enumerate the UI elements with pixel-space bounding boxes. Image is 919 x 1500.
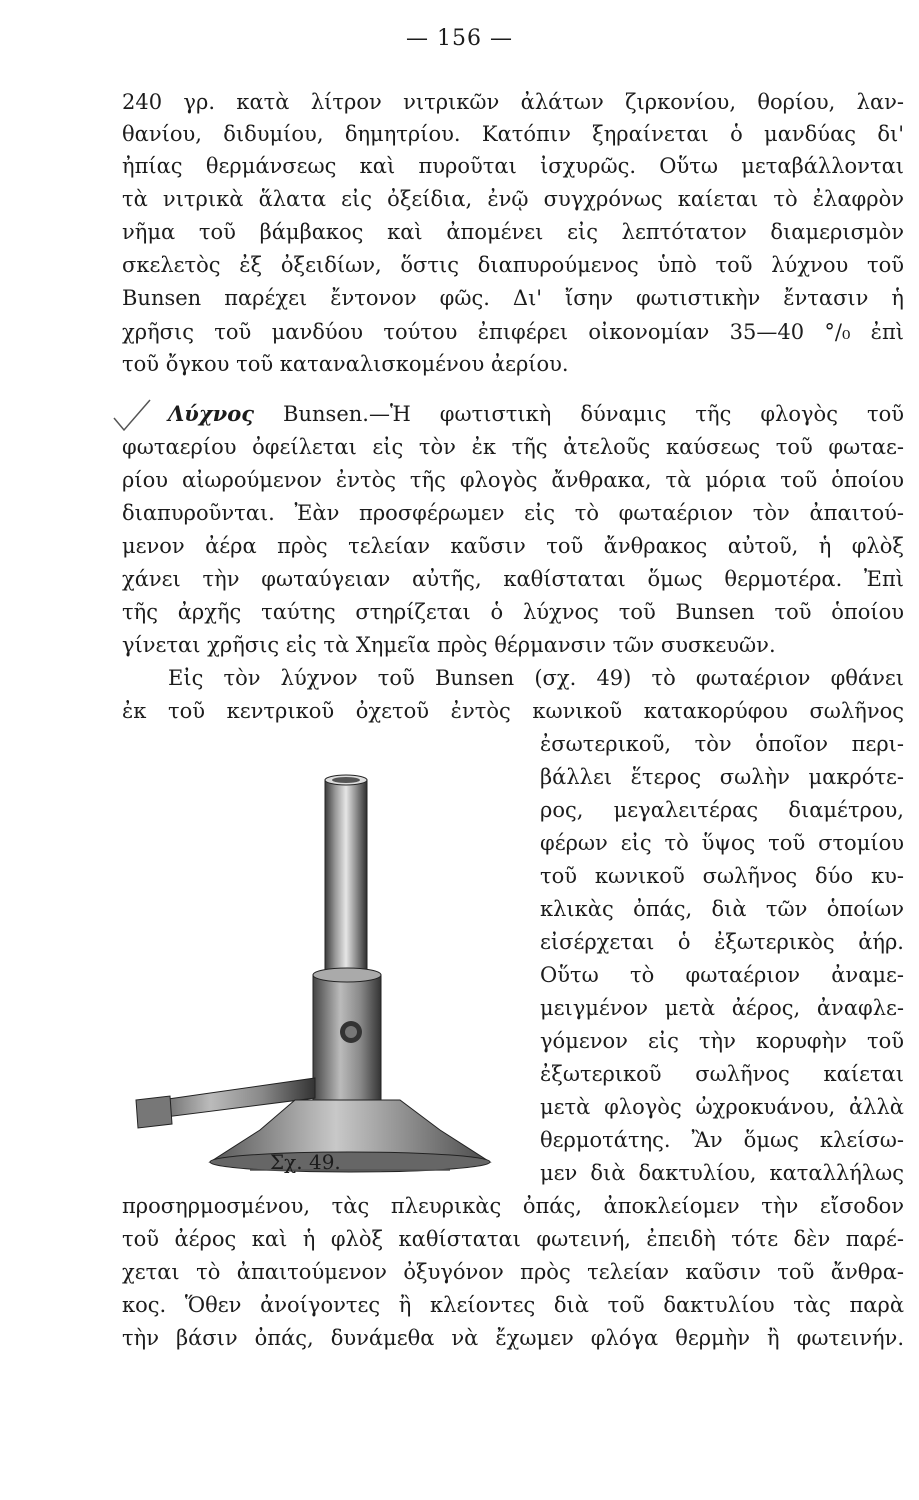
text-line: 240 γρ. κατὰ λίτρον νιτρικῶν ἀλάτων ζιρκονίου, θορίου, λαν- <box>122 90 904 114</box>
text-line: διαπυροῦνται. Ἐὰν προσφέρωμεν εἰς τὸ φωταέριον τὸν ἀπαιτού- <box>122 501 904 525</box>
text-line: τοῦ ὄγκου τοῦ καταναλισκομένου ἀερίου. <box>122 352 569 376</box>
text-line: ἐσωτερικοῦ, τὸν ὁποῖον περι- <box>540 732 904 756</box>
text-line: κος. Ὅθεν ἀνοίγοντες ἢ κλείοντες διὰ τοῦ δακτυλίου τὰς παρὰ <box>122 1293 904 1317</box>
text-line: θερμοτάτης. Ἂν ὅμως κλείσω- <box>540 1128 904 1152</box>
text-line: τοῦ κωνικοῦ σωλῆνος δύο κυ- <box>540 864 904 888</box>
text-line: Οὕτω τὸ φωταέριον ἀναμε- <box>540 963 904 987</box>
text-line: σκελετὸς ἐξ ὀξειδίων, ὅστις διαπυρούμενος ὑπὸ τοῦ λύχνου τοῦ <box>122 253 904 277</box>
text-line: ἠπίας θερμάνσεως καὶ πυροῦται ἰσχυρῶς. Οὕτω μεταβάλλονται <box>122 154 904 178</box>
text-line: τοῦ ἀέρος καὶ ἡ φλὸξ καθίσταται φωτεινή, ἐπειδὴ τότε δὲν παρέ- <box>122 1227 904 1251</box>
text-line: γίνεται χρῆσις εἰς τὰ Χημεῖα πρὸς θέρμανσιν τῶν συσκευῶν. <box>122 633 776 657</box>
text-line: ἐξωτερικοῦ σωλῆνος καίεται <box>540 1062 904 1086</box>
text-line: κλικὰς ὀπάς, διὰ τῶν ὁποίων <box>540 897 904 921</box>
text-line: τὰ νιτρικὰ ἅλατα εἰς ὀξείδια, ἐνῷ συγχρόνως καίεται τὸ ἐλαφρὸν <box>122 187 904 211</box>
section-heading-line <box>168 398 904 430</box>
text-line: μεν διὰ δακτυλίου, καταλλήλως <box>540 1161 904 1185</box>
text-line: χρῆσις τοῦ μανδύου τούτου ἐπιφέρει οἰκονομίαν 35—40 °/₀ ἐπὶ <box>122 320 904 344</box>
text-line: ἐκ τοῦ κεντρικοῦ ὀχετοῦ ἐντὸς κωνικοῦ κατακορύφου σωλῆνος <box>122 699 904 723</box>
text-line: φωταερίου ὀφείλεται εἰς τὸν ἐκ τῆς ἀτελοῦς καύσεως τοῦ φωταε- <box>122 435 904 459</box>
text-line: βάλλει ἕτερος σωλὴν μακρότε- <box>540 765 904 789</box>
text-line: μετὰ φλογὸς ὠχροκυάνου, ἀλλὰ <box>540 1095 904 1119</box>
text-line: Bunsen παρέχει ἔντονον φῶς. Δι' ἴσην φωτιστικὴν ἔντασιν ἡ <box>122 286 904 310</box>
section-heading: Λύχνος <box>168 401 255 426</box>
page-number: — 156 — <box>406 26 513 51</box>
text-line: φέρων εἰς τὸ ὕψος τοῦ στομίου <box>540 831 904 855</box>
text-line: τῆς ἀρχῆς ταύτης στηρίζεται ὁ λύχνος τοῦ Bunsen τοῦ ὁποίου <box>122 600 904 624</box>
text-line: τὴν βάσιν ὀπάς, δυνάμεθα νὰ ἔχωμεν φλόγα θερμὴν ἢ φωτεινήν. <box>122 1326 904 1350</box>
text-line: μενον ἀέρα πρὸς τελείαν καῦσιν τοῦ ἄνθρακος αὐτοῦ, ἡ φλὸξ <box>122 534 904 558</box>
text-line: προσηρμοσμένου, τὰς πλευρικὰς ὀπάς, ἀποκλείομεν τὴν εἴσοδον <box>122 1194 904 1218</box>
heading-lead-text: Bunsen.—Ἡ φωτιστικὴ δύναμις τῆς φλογὸς τοῦ <box>254 402 904 426</box>
text-line: γόμενον εἰς τὴν κορυφὴν τοῦ <box>540 1029 904 1053</box>
text-line: εἰσέρχεται ὁ ἐξωτερικὸς ἀήρ. <box>540 930 904 954</box>
text-line: χάνει τὴν φωταύγειαν αὐτῆς, καθίσταται ὅμως θερμοτέρα. Ἐπὶ <box>122 567 904 591</box>
bunsen-burner-illustration <box>130 770 530 1180</box>
text-line: ρίου αἰωρούμενον ἐντὸς τῆς φλογὸς ἄνθρακα, τὰ μόρια τοῦ ὁποίου <box>122 468 904 492</box>
checkmark-icon <box>112 396 152 436</box>
text-line: Εἰς τὸν λύχνον τοῦ Bunsen (σχ. 49) τὸ φωταέριον φθάνει <box>168 666 904 690</box>
figure-caption: Σχ. 49. <box>270 1150 341 1174</box>
text-line: μειγμένον μετὰ ἀέρος, ἀναφλε- <box>540 996 904 1020</box>
text-line: ρος, μεγαλειτέρας διαμέτρου, <box>540 798 904 822</box>
text-line: χεται τὸ ἀπαιτούμενον ὀξυγόνον πρὸς τελείαν καῦσιν τοῦ ἄνθρα- <box>122 1260 904 1284</box>
text-line: νῆμα τοῦ βάμβακος καὶ ἀπομένει εἰς λεπτότατον διαμερισμὸν <box>122 220 904 244</box>
text-line: θανίου, διδυμίου, δημητρίου. Κατόπιν ξηραίνεται ὁ μανδύας δι' <box>122 122 904 146</box>
